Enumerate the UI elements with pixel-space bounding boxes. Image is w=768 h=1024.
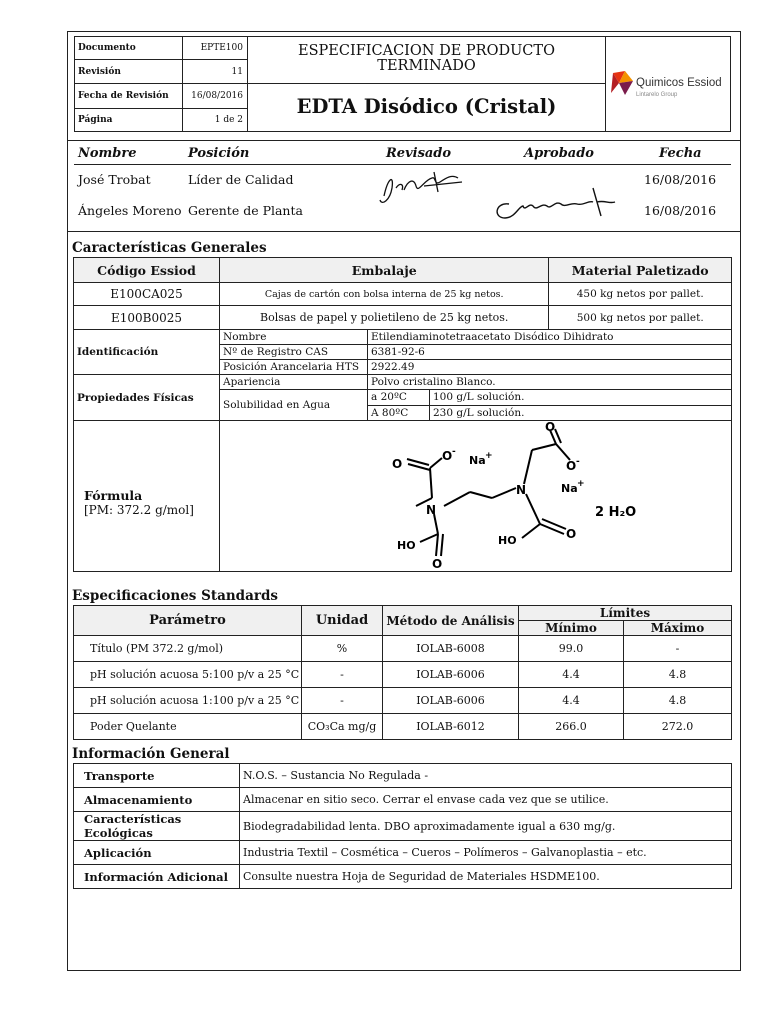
spec-unit: - [302, 688, 383, 714]
col-approved: Aprobado [524, 146, 594, 161]
physical-value: Polvo cristalino Blanco. [368, 375, 732, 390]
spec-param: pH solución acuosa 1:100 p/v a 25 °C [74, 688, 302, 714]
physical-label: Propiedades Físicas [74, 375, 220, 421]
svg-text:Na: Na [469, 453, 486, 467]
specs-section-title: Especificaciones Standards [72, 588, 278, 604]
spec-method: IOLAB-6006 [383, 662, 519, 688]
info-value: Biodegradabilidad lenta. DBO aproximadamente igual a 630 mg/g. [240, 812, 732, 841]
general-section-title: Características Generales [72, 240, 267, 256]
spec-method: IOLAB-6006 [383, 688, 519, 714]
general-header: Código Essiod [74, 258, 220, 283]
approver-signature [489, 182, 619, 224]
info-section-title: Información General [72, 746, 230, 762]
edta-structure-diagram [220, 422, 731, 571]
meta-label: Revisión [75, 60, 183, 84]
specs-header-limits: Límites [519, 606, 732, 621]
meta-value: 1 de 2 [183, 108, 248, 131]
formula-weight: [PM: 372.2 g/mol] [84, 502, 194, 517]
spec-unit: % [302, 636, 383, 662]
hydrate-label: 2 H₂O [595, 504, 637, 520]
info-value: N.O.S. – Sustancia No Regulada - [240, 764, 732, 788]
physical-key: Apariencia [220, 375, 368, 390]
solubility-temp: A 80ºC [368, 405, 430, 420]
divider [67, 231, 741, 232]
col-reviewed: Revisado [386, 146, 452, 161]
document-type-line2: TERMINADO [377, 58, 476, 74]
spec-min: 266.0 [519, 714, 624, 740]
packaging: Cajas de cartón con bolsa interna de 25 kg netos. [220, 283, 549, 306]
info-table [73, 763, 732, 889]
document-type-line1: ESPECIFICACION DE PRODUCTO [298, 43, 555, 59]
signer-date: 16/08/2016 [644, 203, 717, 218]
info-key: Aplicación [74, 841, 240, 865]
col-position: Posición [188, 146, 250, 161]
svg-text:O: O [432, 556, 443, 571]
signer-position: Gerente de Planta [188, 203, 303, 218]
info-key: Almacenamiento [74, 788, 240, 812]
id-value: 2922.49 [368, 360, 732, 375]
svg-text:-: - [576, 456, 580, 467]
info-key: Características Ecológicas [74, 812, 240, 841]
specs-header-method: Método de Análisis [383, 606, 519, 636]
id-key: Nº de Registro CAS [220, 345, 368, 360]
spec-max: 4.8 [624, 662, 732, 688]
specs-header-min: Mínimo [519, 621, 624, 636]
meta-label: Fecha de Revisión [75, 84, 183, 108]
meta-value: 16/08/2016 [183, 84, 248, 108]
info-value: Almacenar en sitio seco. Cerrar el envase cada vez que se utilice. [240, 788, 732, 812]
pallet: 500 kg netos por pallet. [549, 306, 732, 330]
specs-table [73, 605, 732, 740]
svg-text:+: + [577, 478, 585, 489]
formula-structure [220, 421, 732, 572]
svg-text:O: O [566, 458, 577, 473]
svg-text:-: - [452, 446, 456, 457]
product-code: E100CA025 [74, 283, 220, 306]
svg-text:O: O [545, 421, 556, 434]
svg-text:HO: HO [397, 538, 416, 552]
document-type [248, 37, 605, 84]
product-code: E100B0025 [74, 306, 220, 330]
general-header: Material Paletizado [549, 258, 732, 283]
signer-name: José Trobat [78, 172, 151, 187]
svg-text:O: O [566, 526, 577, 541]
id-value: 6381-92-6 [368, 345, 732, 360]
specs-header-param: Parámetro [74, 606, 302, 636]
document-meta [75, 37, 248, 131]
id-key: Nombre [220, 330, 368, 345]
signers-header-line [74, 164, 731, 165]
logo-name: Quimicos Essiod [636, 77, 722, 89]
signer-date: 16/08/2016 [644, 172, 717, 187]
specs-header-unit: Unidad [302, 606, 383, 636]
physical-key: Solubilidad en Agua [220, 390, 368, 421]
svg-text:O: O [392, 456, 403, 471]
info-value: Industria Textil – Cosmética – Cueros – Polímeros – Galvanoplastia – etc. [240, 841, 732, 865]
id-value: Etilendiaminotetraacetato Disódico Dihidrato [368, 330, 732, 345]
svg-text:HO: HO [498, 533, 517, 547]
spec-min: 4.4 [519, 662, 624, 688]
document-title-block [248, 37, 606, 131]
spec-max: - [624, 636, 732, 662]
meta-value: EPTE100 [183, 37, 248, 60]
signer-name: Ángeles Moreno [78, 203, 182, 218]
formula-label: Fórmula [84, 487, 143, 503]
pallet: 450 kg netos por pallet. [549, 283, 732, 306]
spec-param: Poder Quelante [74, 714, 302, 740]
packaging: Bolsas de papel y polietileno de 25 kg netos. [220, 306, 549, 330]
general-header: Embalaje [220, 258, 549, 283]
svg-text:N: N [516, 482, 527, 497]
meta-value: 11 [183, 60, 248, 84]
spec-max: 272.0 [624, 714, 732, 740]
logo-mark-icon [611, 71, 635, 97]
spec-unit: CO₃Ca mg/g [302, 714, 383, 740]
signer-position: Líder de Calidad [188, 172, 294, 187]
solubility-table [368, 390, 731, 420]
spec-method: IOLAB-6012 [383, 714, 519, 740]
divider [67, 140, 741, 141]
id-key: Posición Arancelaria HTS [220, 360, 368, 375]
meta-label: Documento [75, 37, 183, 60]
product-title: EDTA Disódico (Cristal) [296, 95, 557, 118]
spec-min: 99.0 [519, 636, 624, 662]
col-name: Nombre [78, 146, 137, 161]
reviewer-signature [374, 166, 474, 211]
logo-subtitle: Lintarelo Group [636, 92, 678, 98]
spec-min: 4.4 [519, 688, 624, 714]
svg-text:N: N [426, 502, 437, 517]
document-header [74, 36, 731, 132]
formula-cell [74, 421, 220, 572]
info-key: Información Adicional [74, 865, 240, 889]
svg-text:+: + [485, 450, 493, 461]
spec-max: 4.8 [624, 688, 732, 714]
meta-label: Página [75, 108, 183, 131]
solubility-temp: a 20ºC [368, 390, 430, 405]
info-value: Consulte nuestra Hoja de Seguridad de Materiales HSDME100. [240, 865, 732, 889]
specs-header-max: Máximo [624, 621, 732, 636]
identification-label: Identificación [74, 330, 220, 375]
spec-param: Título (PM 372.2 g/mol) [74, 636, 302, 662]
spec-unit: - [302, 662, 383, 688]
spec-param: pH solución acuosa 5:100 p/v a 25 °C [74, 662, 302, 688]
company-logo [606, 37, 732, 131]
spec-method: IOLAB-6008 [383, 636, 519, 662]
svg-text:Na: Na [561, 481, 578, 495]
col-date: Fecha [659, 146, 702, 161]
solubility-value: 230 g/L solución. [433, 406, 525, 419]
info-key: Transporte [74, 764, 240, 788]
general-table [73, 257, 732, 572]
svg-text:O: O [442, 448, 453, 463]
solubility-value: 100 g/L solución. [430, 390, 732, 405]
